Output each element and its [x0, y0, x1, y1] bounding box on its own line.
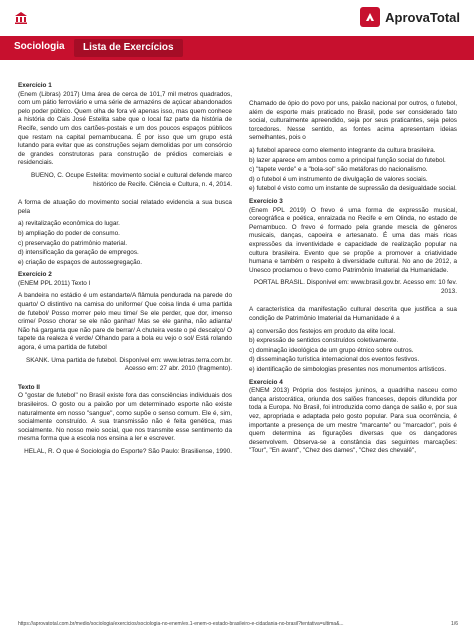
answer-option[interactable]: d) o futebol é um instrumento de divulgação de valores sociais.	[249, 175, 428, 183]
exercise-heading: Exercício 2	[18, 271, 52, 279]
answer-option[interactable]: a) futebol aparece como elemento integrante da cultura brasileira.	[249, 146, 436, 154]
tab-exercise-list[interactable]: Lista de Exercícios	[74, 39, 183, 57]
source-citation: HELAL, R. O que é Sociologia do Esporte? São Paulo: Brasiliense, 1990.	[24, 447, 232, 455]
nav-subject[interactable]: Sociologia	[14, 41, 65, 52]
paragraph: (ENEM 2013) Própria dos festejos juninos, a quadrilha nasceu como dança aristocrática, oriunda dos salões franceses, depois difundida por toda a Europa. No Brasil, foi introduzida como dança de salão e, por sua vez, apropriada e adaptada pelo gosto popular. Para sua ocorrência, é importante a presença de um mestre "marcante" ou "marcador", pois é quem determina as figurações diversas que os dançadores desenvolvem. Observa-se a constância das seguintes marcações: "Tour", "En avant", "Chez des dames", "Chez des chevalê",	[249, 387, 457, 455]
brand-logo[interactable]	[360, 7, 460, 27]
paragraph: Chamado de ópio do povo por uns, paixão nacional por outros, o futebol, além de esporte mais praticado no Brasil, pode ser considerado fato social, culturalmente apreendido, seja por seus praticantes, seja pelos torcedores. Nesse sentido, as fontes acima apresentam ideias semelhantes, pois o	[249, 100, 457, 142]
answer-options	[18, 220, 232, 267]
source-citation: BUENO, C. Ocupe Estelita: movimento social e cultural defende marco histórico de Recife. Ciência e Cultura, n. 4, 2014.	[30, 171, 232, 188]
answer-option[interactable]: b) ampliação do poder de consumo.	[18, 229, 120, 237]
answer-options	[249, 147, 457, 194]
footer-url: https://aprovatotal.com.br/medio/sociologia/exercicios/sociologia-no-enem/ex.1-enem-o-estado-brasileiro-e-cidadania-no-brasil?tentativa=ultima&...	[18, 621, 344, 627]
answer-option[interactable]: c) dominação ideológica de um grupo étnico sobre outros.	[249, 346, 414, 354]
source-citation: SKANK. Uma partida de futebol. Disponível em: www.letras.terra.com.br. Acesso em: 27 abr. 2010 (fragmento).	[25, 356, 232, 373]
answer-option[interactable]: b) expressão de sentidos construídos coletivamente.	[249, 337, 399, 345]
paragraph: A bandeira no estádio é um estandarte/A flâmula pendurada na parede do quarto/ O distintivo na camisa do uniforme/ Que coisa linda é uma partida de futebol/ Posso morrer pelo meu time/ Se ele perder, que dor, imenso crime/ Posso chorar se ele não ganhar/ Mas se ele ganha, não adianta/ Não há garganta que não pare de berrar/ A chuteira veste o pé descalço/ O tapete da realeza é verde/ Olhando para a bola eu vejo o sol/ Está rolando agora, é uma partida de futebol	[18, 292, 232, 352]
exercise-heading: Exercício 4	[249, 378, 283, 386]
paragraph: (Enem (Libras) 2017) Uma área de cerca de 101,7 mil metros quadrados, com um pátio ferroviário e uma série de armazéns de açúcar abandonados pelo poder público. Quem olha de fora vê apenas isso, mas quem conhece a história do Cais José Estelita sabe que o local faz parte da história de Recife, sendo um dos cartões-postais e um dos poucos espaços públicos que restam na capital pernambucana. É por isso que um grupo está lutando para evitar que as construções sejam demolidas por um consórcio de grandes construtoras para construção de prédios comerciais e residenciais.	[18, 90, 232, 167]
paragraph: (ENEM PPL 2011) Texto I	[18, 279, 91, 287]
page-number: 1/6	[451, 621, 458, 627]
exercise-heading: Texto II	[18, 383, 40, 391]
paragraph: O "gostar de futebol" no Brasil existe fora das consciências individuais dos brasileiros. O gosto ou a paixão por um determinado esporte não existe naturalmente em nosso "sangue", como supõe o senso comum. Ele é, sim, socialmente construído. A sua transmissão não é feita genética, mas socialmente. No nosso meio social, que nos transmite esse sentimento da mesma forma que a escola nos ensina a ler e escrever.	[18, 392, 232, 443]
answer-option[interactable]: e) futebol é visto como um instante de supressão da desigualdade social.	[249, 185, 457, 193]
institution-icon[interactable]	[14, 11, 28, 25]
answer-option[interactable]: a) revitalização econômica do lugar.	[18, 220, 120, 228]
brand-mark-icon	[360, 7, 380, 27]
answer-option[interactable]: d) disseminação turística internacional dos eventos festivos.	[249, 356, 420, 364]
source-citation: PORTAL BRASIL. Disponível em: www.brasil.gov.br. Acesso em: 10 fev. 2013.	[253, 279, 457, 295]
nav-bar	[0, 36, 474, 60]
answer-option[interactable]: c) "tapete verde" e a "bola-sol" são metáforas do nacionalismo.	[249, 166, 428, 174]
paragraph: A forma de atuação do movimento social relatado evidencia a sua busca pela	[18, 199, 232, 215]
answer-option[interactable]: c) preservação do patrimônio material.	[18, 239, 128, 247]
paragraph: (Enem PPL 2019) O frevo é uma forma de expressão musical, coreográfica e poética, enraizada no Recife e em Olinda, no estado de Pernambuco. O frevo é formado pela grande mescla de gêneros musicais, danças, capoeira e artesanato. É uma das mais ricas expressões da inventividade e capacidade de realização popular na cultura brasileira. Evento que se propõe a promover a criatividade humana e também o respeito à diversidade cultural. No ano de 2012, a Unesco proclamou o frevo como Patrimônio Imaterial da Humanidade.	[249, 206, 457, 274]
answer-option[interactable]: d) intensificação da geração de empregos.	[18, 249, 139, 257]
answer-option[interactable]: a) conversão dos festejos em produto da elite local.	[249, 327, 396, 335]
answer-option[interactable]: e) identificação de simbologias presentes nos monumentos artísticos.	[249, 366, 447, 374]
brand-name: AprovaTotal	[385, 9, 460, 25]
answer-option[interactable]: b) lazer aparece em ambos como a principal função social do futebol.	[249, 156, 446, 164]
exercise-heading: Exercício 1	[18, 82, 52, 89]
answer-option[interactable]: e) criação de espaços de autossegregação.	[18, 258, 142, 266]
answer-options	[249, 328, 457, 375]
paragraph: A característica da manifestação cultural descrita que justifica a sua condição de Patrimônio Imaterial da Humanidade é a	[249, 306, 457, 323]
right-column	[249, 100, 457, 460]
exercise-heading: Exercício 3	[249, 197, 283, 205]
left-column	[18, 82, 232, 461]
top-bar	[0, 0, 474, 36]
